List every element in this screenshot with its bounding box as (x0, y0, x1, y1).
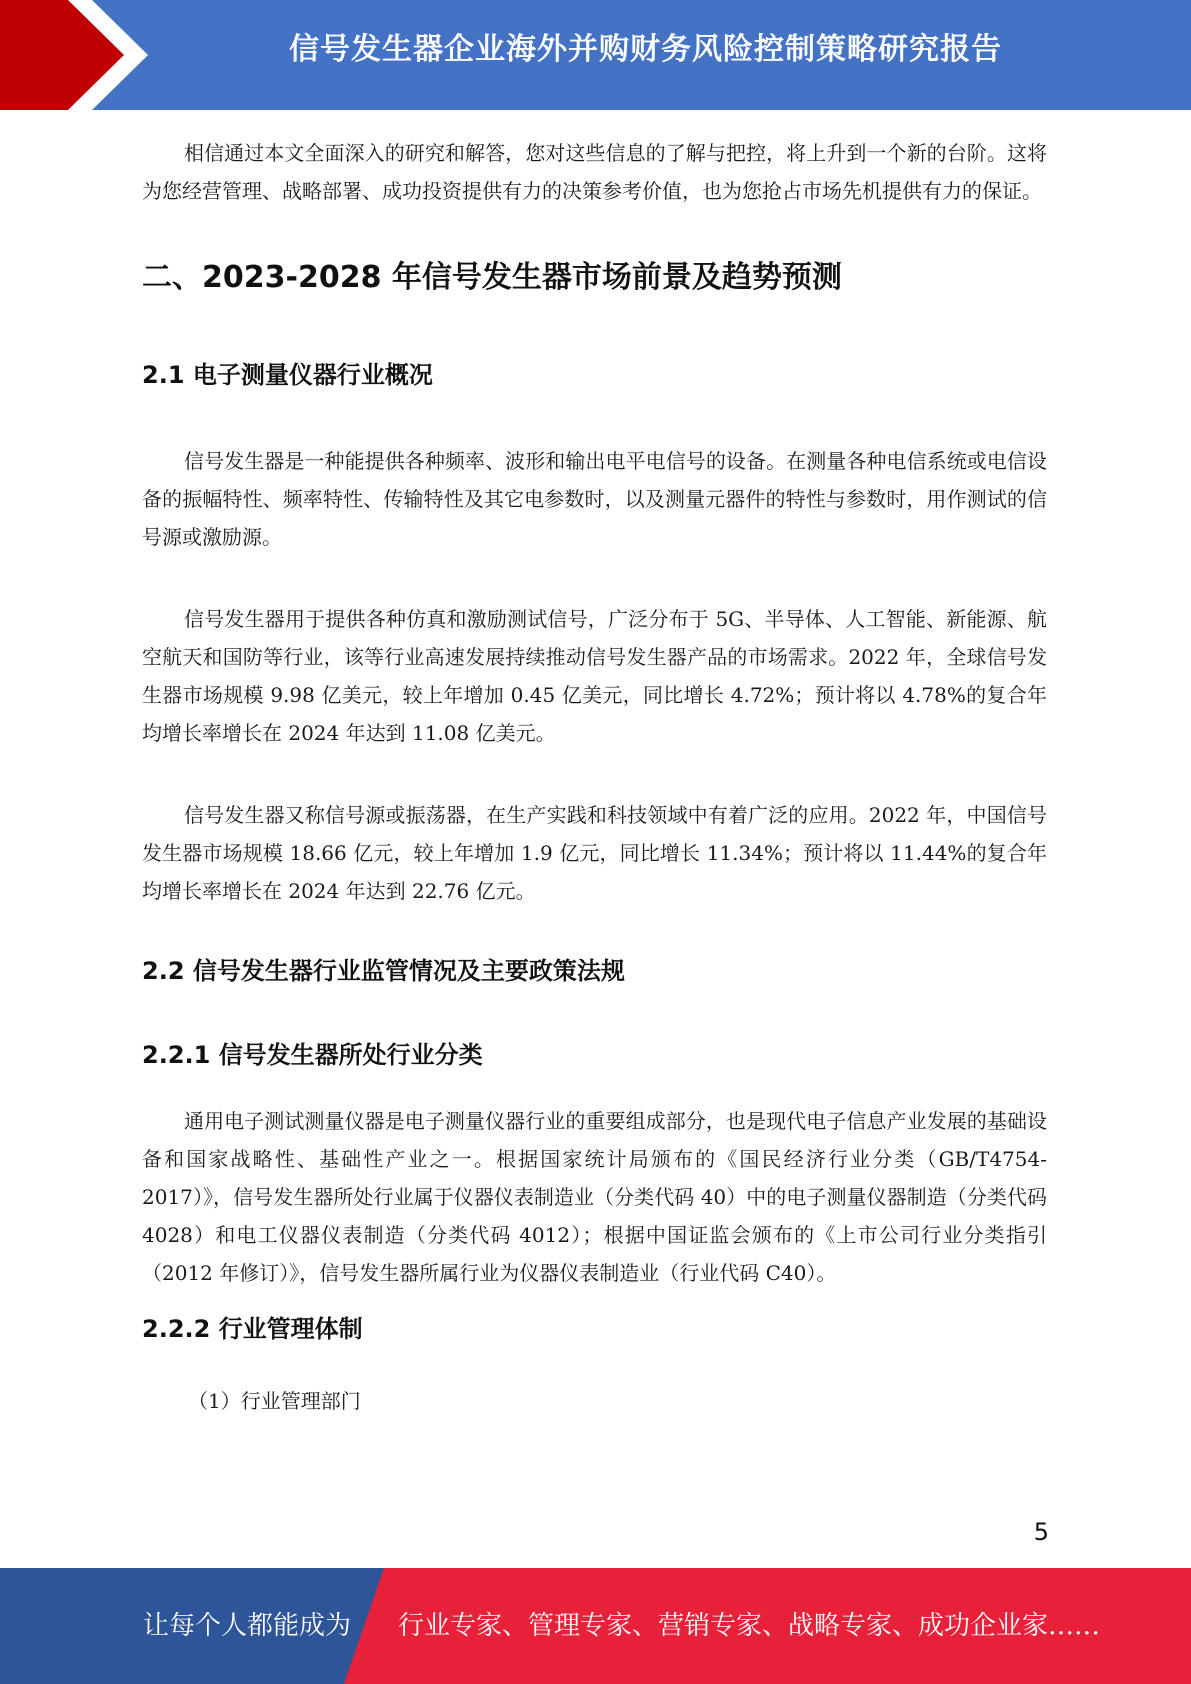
header-chevron-decoration (0, 0, 160, 110)
section-2-1-heading: 2.1 电子测量仪器行业概况 (142, 361, 433, 389)
footer-slogan-right: 行业专家、管理专家、营销专家、战略专家、成功企业家…… (398, 1611, 1101, 1641)
page-number: 5 (1033, 1518, 1049, 1546)
section-2-heading: 二、2023-2028 年信号发生器市场前景及趋势预测 (142, 260, 842, 295)
section-2-1-paragraph-3: 信号发生器又称信号源或振荡器，在生产实践和科技领域中有着广泛的应用。2022 年，中国信号发生器市场规模 18.66 亿元，较上年增加 1.9 亿元，同比增长 11.34%；预计将以 11.44%的复合年均增长率增长在 2024 年达到 22.76 亿元。 (142, 803, 1047, 903)
page-footer (0, 1568, 1191, 1684)
page-header (0, 0, 1191, 110)
report-title: 信号发生器企业海外并购财务风险控制策略研究报告 (289, 32, 1002, 67)
section-2-2-1-heading: 2.2.1 信号发生器所处行业分类 (142, 1041, 483, 1069)
section-2-2-1-paragraph: 通用电子测试测量仪器是电子测量仪器行业的重要组成部分，也是现代电子信息产业发展的基础设备和国家战略性、基础性产业之一。根据国家统计局颁布的《国民经济行业分类（GB/T4754-2017）》，信号发生器所处行业属于仪器仪表制造业（分类代码 40）中的电子测量仪器制造（分类代码 4028）和电工仪器仪表制造（分类代码 4012）；根据中国证监会颁布的《上市公司行业分类指引（2012 年修订）》，信号发生器所属行业为仪器仪表制造业（行业代码 C40）。 (142, 1109, 1047, 1285)
list-item-management-dept: （1）行业管理部门 (188, 1389, 361, 1413)
section-2-1-paragraph-1: 信号发生器是一种能提供各种频率、波形和输出电平电信号的设备。在测量各种电信系统或电信设备的振幅特性、频率特性、传输特性及其它电参数时，以及测量元器件的特性与参数时，用作测试的信号源或激励源。 (142, 449, 1047, 549)
section-2-2-2-heading: 2.2.2 行业管理体制 (142, 1315, 363, 1343)
section-2-2-heading: 2.2 信号发生器行业监管情况及主要政策法规 (142, 957, 625, 985)
footer-slogan-left: 让每个人都能成为 (143, 1611, 352, 1641)
document-body (142, 134, 1047, 1418)
intro-paragraph: 相信通过本文全面深入的研究和解答，您对这些信息的了解与把控，将上升到一个新的台阶。这将为您经营管理、战略部署、成功投资提供有力的决策参考价值，也为您抢占市场先机提供有力的保证。 (142, 141, 1047, 203)
section-2-1-paragraph-2: 信号发生器用于提供各种仿真和激励测试信号，广泛分布于 5G、半导体、人工智能、新能源、航空航天和国防等行业，该等行业高速发展持续推动信号发生器产品的市场需求。2022 年，全球信号发生器市场规模 9.98 亿美元，较上年增加 0.45 亿美元，同比增长 4.72%；预计将以 4.78%的复合年均增长率增长在 2024 年达到 11.08 亿美元。 (142, 607, 1047, 745)
